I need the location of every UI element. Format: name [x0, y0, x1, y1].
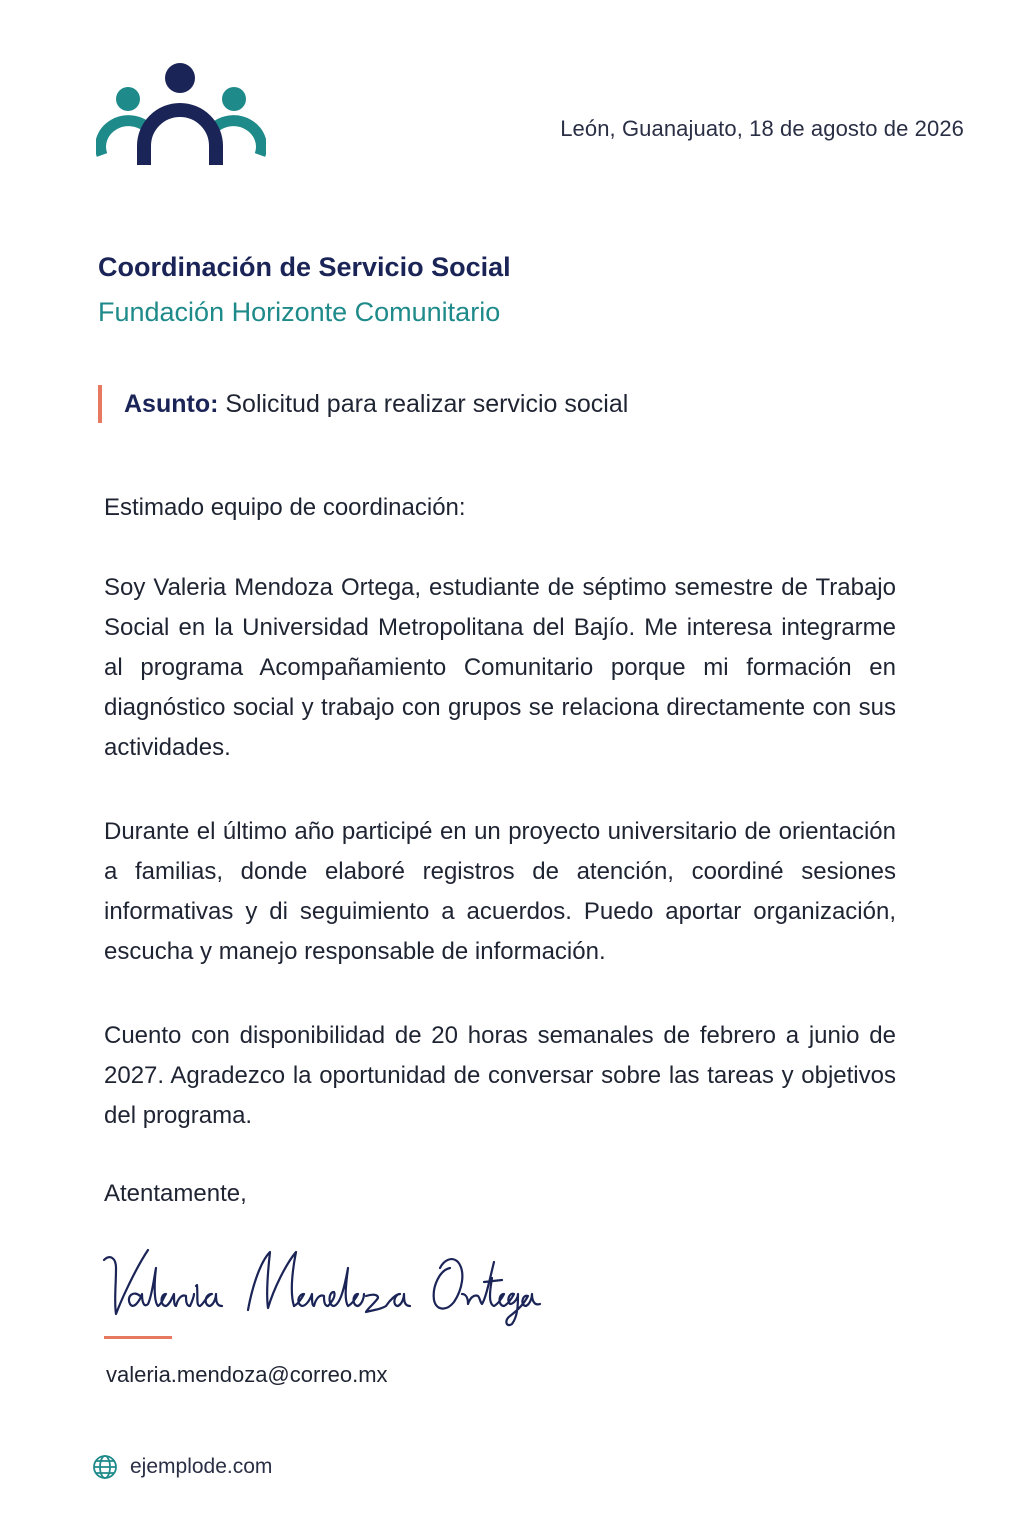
letter-date: León, Guanajuato, 18 de agosto de 2026 [560, 116, 964, 141]
subject-line [98, 385, 628, 423]
signature-accent-line [104, 1336, 172, 1339]
people-group-logo [96, 60, 266, 170]
greeting: Estimado equipo de coordinación: [104, 494, 466, 521]
subject-text: Solicitud para realizar servicio social [218, 390, 629, 418]
recipient-title: Coordinación de Servicio Social [98, 252, 511, 282]
closing: Atentamente, [104, 1180, 247, 1207]
recipient-organization: Fundación Horizonte Comunitario [98, 297, 501, 327]
paragraph-3: Cuento con disponibilidad de 20 horas semanales de febrero a junio de 2027. Agradezco la oportunidad de conversar sobre las tareas y objetivos del programa. [104, 1022, 896, 1129]
globe-icon [92, 1454, 118, 1480]
paragraph-2: Durante el último año participé en un proyecto universitario de orientación a familias, donde elaboré registros de atención, coordiné sesiones informativas y di seguimiento a acuerdos. Puedo aportar organización, escucha y manejo responsable de información. [104, 818, 896, 965]
footer-website[interactable]: ejemplode.com [130, 1455, 273, 1478]
footer [92, 1452, 272, 1482]
paragraph-1: Soy Valeria Mendoza Ortega, estudiante de séptimo semestre de Trabajo Social en la Universidad Metropolitana del Bajío. Me interesa integrarme al programa Acompañamiento Comunitario porque mi formación en diagnóstico social y trabajo con grupos se relaciona directamente con sus actividades. [104, 574, 896, 761]
sender-email: valeria.mendoza@correo.mx [106, 1362, 388, 1387]
subject-label: Asunto: [124, 390, 219, 418]
handwritten-signature [100, 1238, 560, 1328]
